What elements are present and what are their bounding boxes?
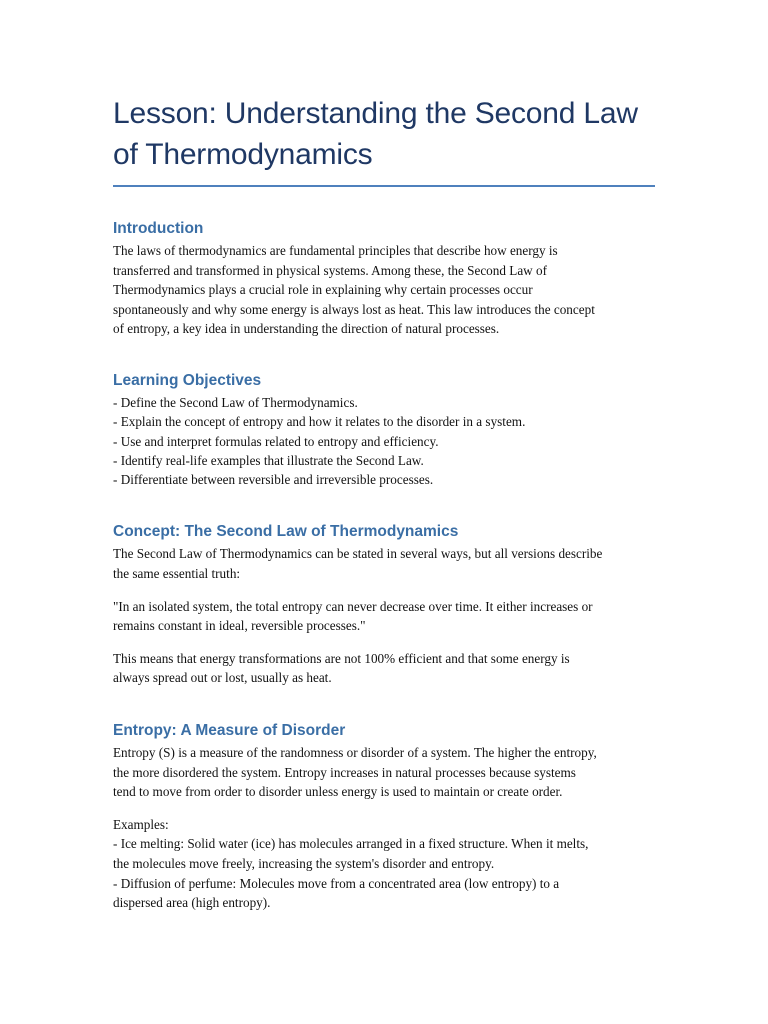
learning-objectives-heading: Learning Objectives bbox=[113, 371, 262, 389]
objective-item: - Define the Second Law of Thermodynamics. bbox=[113, 394, 358, 410]
concept-explanation: This means that energy transformations are not 100% efficient and that some energy is always spread out or lost, usually as heat. bbox=[113, 650, 570, 686]
entropy-heading: Entropy: A Measure of Disorder bbox=[113, 722, 346, 740]
introduction-paragraph: The laws of thermodynamics are fundamental principles that describe how energy is transferred and transformed in physical systems. Among these, the Second Law of Thermodynamics plays a crucial role in explaining why certain processes occur spontaneously and why some energy is always lost as heat. This law introduces the concept of entropy, a key idea in understanding the direction of natural processes. bbox=[113, 243, 595, 337]
introduction-heading: Introduction bbox=[113, 220, 204, 237]
entropy-paragraph: Entropy (S) is a measure of the randomness or disorder of a system. The higher the entropy, the more disordered the system. Entropy increases in natural processes because systems tend to move from order to disorder unless energy is used to maintain or create order. bbox=[113, 745, 597, 800]
objective-item: - Use and interpret formulas related to entropy and efficiency. bbox=[113, 433, 439, 449]
concept-heading: Concept: The Second Law of Thermodynamics bbox=[113, 523, 459, 541]
objective-item: - Explain the concept of entropy and how it relates to the disorder in a system. bbox=[113, 414, 526, 430]
objective-item: - Differentiate between reversible and irreversible processes. bbox=[113, 472, 434, 488]
objective-item: - Identify real-life examples that illustrate the Second Law. bbox=[113, 452, 424, 468]
document-title: Lesson: Understanding the Second Law of Thermodynamics bbox=[113, 97, 638, 171]
examples-label: Examples: bbox=[113, 816, 169, 832]
example-item: - Ice melting: Solid water (ice) has molecules arranged in a fixed structure. When it melts, the molecules move freely, increasing the system's disorder and entropy. bbox=[113, 836, 589, 871]
concept-paragraph: The Second Law of Thermodynamics can be stated in several ways, but all versions describe the same essential truth: bbox=[113, 546, 603, 582]
learning-objectives-list bbox=[113, 393, 658, 489]
example-item: - Diffusion of perfume: Molecules move from a concentrated area (low entropy) to a dispersed area (high entropy). bbox=[113, 875, 560, 911]
document-page bbox=[113, 0, 658, 913]
title-underline-rule bbox=[113, 185, 655, 187]
examples-list bbox=[113, 834, 658, 912]
concept-quote: "In an isolated system, the total entropy can never decrease over time. It either increases or remains constant in ideal, reversible processes." bbox=[113, 598, 593, 634]
